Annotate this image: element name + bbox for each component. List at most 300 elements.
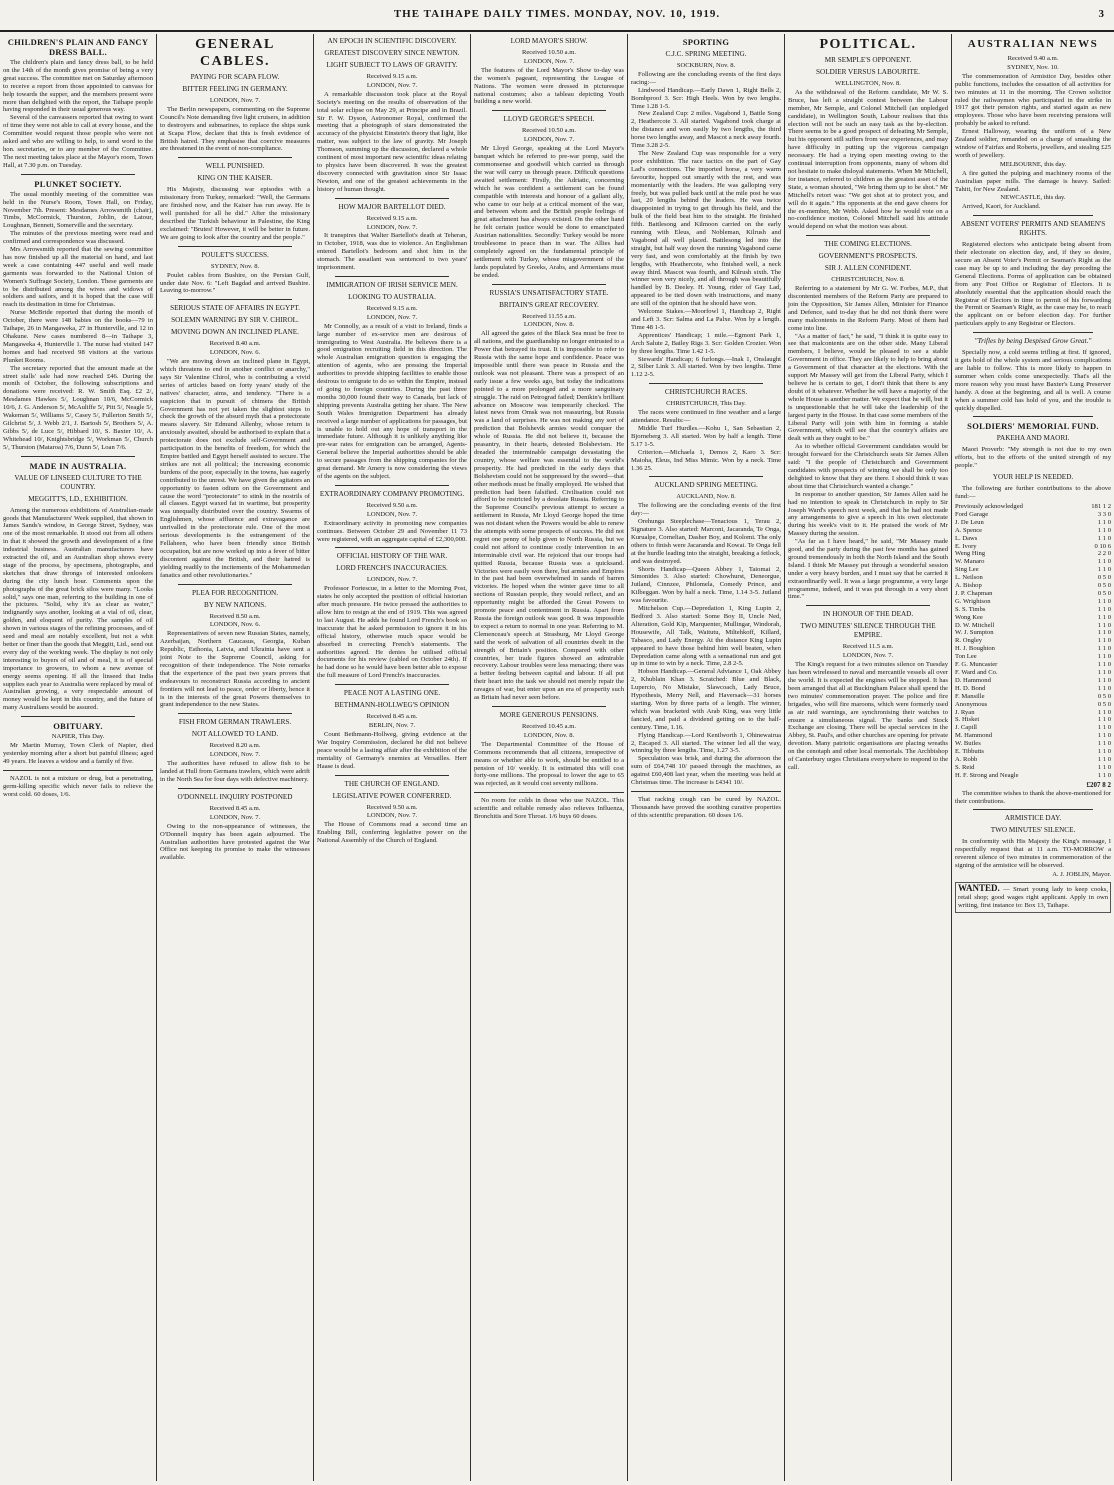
race-result: Lindwood Handicap.—Early Dawn 1, Right Bells 2, Bombproof 3. Scr: High Heels. Won by two lengths. Time 1.28 1-5. xyxy=(631,86,781,110)
received-time: Received 10.45 a.m. xyxy=(521,722,576,730)
received-time: Received 11.55 a.m. xyxy=(522,312,576,320)
received-time: Received 10.50 a.m. xyxy=(521,49,576,56)
dateline: LONDON, Nov. 6. xyxy=(209,621,261,629)
race-result: Stewards' Handicap; 6 furlongs.—Inak 1, Onslaught 2, Silber Link 3. All started. Won by two lengths. Time 1.12 2-5. xyxy=(631,355,781,379)
donor-name: W. Manaro xyxy=(955,558,985,566)
baxter-advert: Specially now, a cold seems trifling at first. If ignored, it gets hold of the whole system and serious complications are liable to follow. This is more likely to happen in summer when colds come unexpectedly. That's all the more reason why you must have Baxter's Lung Preserver handy. A dose at the beginning, and all is well. A course when a summer cold has hold of you, and the trouble is quickly dispelled. xyxy=(955,349,1111,412)
donor-name: E. Tibbutts xyxy=(955,748,984,756)
subheading: SOLDIER VERSUS LABOURITE. xyxy=(816,68,920,76)
subheading: PEACE NOT A LASTING ONE. xyxy=(343,689,441,698)
donation-row xyxy=(955,709,1111,717)
divider xyxy=(335,684,449,685)
received-time: Received 9.15 a.m. xyxy=(366,214,418,222)
donation-amount: 1 1 0 xyxy=(1097,763,1111,771)
subheading: KING ON THE KAISER. xyxy=(197,174,273,183)
headline-fancy-dress-ball: CHILDREN'S PLAIN AND FANCY DRESS BALL. xyxy=(7,37,149,57)
subheading: MOVING DOWN AN INCLINED PLANE. xyxy=(171,328,299,337)
subheading: C.J.C. SPRING MEETING. xyxy=(665,50,747,58)
subheading: MEGGITT'S, LD., EXHIBITION. xyxy=(28,494,128,503)
donation-row xyxy=(955,693,1111,701)
donation-amount: 1 1 0 xyxy=(1097,732,1111,740)
donor-name: L. Daws xyxy=(955,534,978,542)
donor-name: J. P. Chapman xyxy=(955,589,993,597)
donation-row xyxy=(955,598,1111,606)
donation-amount: 1 1 0 xyxy=(1097,534,1111,542)
donor-name: Weng Hing xyxy=(955,550,986,558)
donation-amount: 1 1 0 xyxy=(1097,597,1111,605)
donation-row xyxy=(955,685,1111,693)
donor-name: M. Hammond xyxy=(955,732,992,740)
donor-name: L. Neilson xyxy=(955,574,983,582)
donation-amount: 1 1 0 xyxy=(1097,676,1111,684)
subheading: "Trifles by being Despised Grow Great." xyxy=(974,337,1092,346)
article-text: The secretary reported that the amount made at the street stalls' sale had now reached £46. During the month of October, the following subscriptions and donations were received: R. W. Smith Esq. £2 2/, Mesdames Hawkes 5/, Loughnan 10/6, McCormick 10/6, J. G. Anderson 5/, McAuliffe 5/, Pitt 5/, Neagle 5/, Wakeman 5/, Williams 5/, Casey 5/, Fullerton Smith 5/, Gilchrist 5/, J. Webb 2/1, J. Bartosh 5/, Brothers 5/, A. Gibbs 5/, de Luce 5/, Hibbard 10/, S. Baxter 10/, A. Whitehead 10/, Knightsbridge 5/, Workman 5/, Church 5/, Thurston (Mataroa) 7/6, Dunn 5/, Loan 7/6. xyxy=(3,364,153,451)
donation-row xyxy=(955,661,1111,669)
dateline: WELLINGTON, Nov. 8. xyxy=(835,80,901,87)
divider xyxy=(178,246,292,247)
donation-row xyxy=(955,519,1111,527)
divider xyxy=(492,284,606,285)
donation-amount: 1 1 0 xyxy=(1097,771,1111,779)
column-5 xyxy=(628,34,784,1481)
subheading: OFFICIAL HISTORY OF THE WAR. xyxy=(336,552,448,561)
dateline: LONDON, Nov. 6. xyxy=(209,349,261,357)
subheading: LOOKING TO AUSTRALIA. xyxy=(348,292,436,301)
headline-political: POLITICAL. xyxy=(819,37,917,52)
headline-soldiers-memorial-fund: SOLDIERS' MEMORIAL FUND. xyxy=(967,421,1099,432)
dateline: SYDNEY, Nov. 10. xyxy=(1007,63,1059,71)
divider xyxy=(973,809,1093,810)
article-text: The minutes of the previous meeting were read and confirmed and correspondence was discussed. xyxy=(3,230,153,246)
race-result: Criterion.—Michaela 1, Demos 2, Karo 3. Scr: Maioha, Eleus, Ind Miss Mimic. Won by a neck. Time 1.36 25. xyxy=(631,448,781,472)
divider xyxy=(492,706,606,707)
donation-row xyxy=(955,756,1111,764)
article-text: It transpires that Walter Bartellot's death at Teheran, in October, 1918, was due to violence. An Englishman entered Bartellot's bedroom and shot him in the stomach. The assailant was sentenced to two years' imprisonment. xyxy=(317,232,467,272)
article-text: In conformity with His Majesty the King's message, I respectfully request that at 11 a.m. TO-MORROW a reverent silence of two minutes in commemoration of the signing of the armistice will be observed. xyxy=(955,838,1111,870)
divider xyxy=(178,299,292,300)
dateline: NEWCASTLE, this day. xyxy=(1000,194,1066,202)
race-result: New Zealand Cup: 2 miles. Vagabond 1, Battle Song 2, Heathercote 3. All started. Vagabond took charge at the distance and won easily by two lengths, the third horse two lengths away, and Mascot a neck away fourth. Time 3.28 2-5. xyxy=(631,110,781,150)
divider xyxy=(21,174,135,175)
donation-row xyxy=(955,772,1111,780)
dateline: LONDON, Nov. 7. xyxy=(842,652,894,660)
article-text: Arrived, Kaori, for Auckland. xyxy=(962,203,1041,211)
donation-row xyxy=(955,669,1111,677)
article-text: Registered electors who anticipate being absent from their electorate on election day, and, if they so desire, secure an Absent Voter's Permit or Seaman's Right as the case may be up to and including the day preceding the General Elections. Forms of application can be obtained from any Post Office or Registrar of Electors. It is absolutely essential that the application should reach the Registrar of Electors in time to permit of his forwarding the Permit or Seaman's Right, as the case may be, to reach the applicant on or before election day. For further particulars apply to any Registrar or Electors. xyxy=(955,241,1111,328)
wanted-text: — Smart young lady to keep cooks, retail shop; good wages right applicant. Apply in own writing, first instance to: Box 13, Taihape. xyxy=(958,885,1108,909)
race-result: Middle Turf Hurdles.—Kohu 1, San Sebastian 2, Bjorneberg 3. All started. Won by half a length. Time 5.17 1-5. xyxy=(631,424,781,448)
dateline: LONDON, Nov. 8. xyxy=(523,731,575,739)
article-text: Ernest Halloway, wearing the uniform of a New Zealand soldier, remanded on a charge of smashing the window of Fairfax and Roberts, jewellers, and stealing £25 worth of jewellery. xyxy=(955,128,1112,159)
divider xyxy=(335,198,449,199)
dateline: SYDNEY, Nov. 8. xyxy=(210,262,260,270)
donor-name: H. J. Boughton xyxy=(955,645,995,653)
donation-amount: 1 1 0 xyxy=(1097,708,1111,716)
donation-row xyxy=(955,590,1111,598)
article-text: Mr Martin Murray, Town Clerk of Napier, died yesterday morning after a short but painful illness; aged 49 years. He leaves a widow and a family of five. xyxy=(3,742,153,765)
donor-name: F. Ward and Co. xyxy=(955,669,998,676)
donation-row xyxy=(955,677,1111,685)
divider xyxy=(649,383,763,384)
donation-amount: 1 1 0 xyxy=(1097,621,1111,629)
subheading: LORD MAYOR'S SHOW. xyxy=(510,37,588,45)
donation-row xyxy=(955,527,1111,535)
donation-amount: 1 1 0 xyxy=(1097,669,1111,676)
dateline: CHRISTCHURCH, Nov. 8. xyxy=(831,276,905,284)
subheading: MORE GENEROUS PENSIONS. xyxy=(499,710,599,719)
subheading: ABSENT VOTERS' PERMITS AND SEAMEN'S RIGHTS. xyxy=(960,220,1106,238)
subheading: LLOYD GEORGE'S SPEECH. xyxy=(503,115,595,124)
subheading: PAKEHA AND MAORI. xyxy=(996,434,1070,443)
subheading: TWO MINUTES' SILENCE. xyxy=(990,826,1076,835)
dateline: SOCKBURN, Nov. 8. xyxy=(676,62,736,69)
dateline: LONDON, Nov. 7. xyxy=(366,223,418,231)
headline-obituary: OBITUARY. xyxy=(53,721,103,732)
subheading: TWO MINUTES' SILENCE THROUGH THE EMPIRE. xyxy=(800,622,936,640)
donation-amount: 1 1 0 xyxy=(1097,605,1111,613)
headline-australian-news: AUSTRALIAN NEWS xyxy=(967,38,1099,50)
donation-amount: 0 5 0 xyxy=(1097,700,1111,708)
donation-row xyxy=(955,724,1111,732)
article-text: Nurse McBride reported that during the month of October, there were 148 babies on the books—79 in Taihape, 26 in Mangaweka, 27 in Hunterville, and 12 in Ohakune. New cases numbered 8—in Taihape 3, Mangaweka 4, Hunterville 1. The nurse had visited 147 homes and had received 98 visitors at the various Plunket Rooms. xyxy=(3,309,153,364)
article-text: The following are further contributions to the above fund:— xyxy=(955,485,1111,501)
donor-name: A. Spence xyxy=(955,526,983,534)
donation-amount: 0 5 0 xyxy=(1097,589,1111,597)
race-result: Apprentices' Handicap; 1 mile.—Egmont Park 1, Arch Salute 2, Bailey Rigs 3. Scr: Golden Crozier. Won by three lengths. Time 1.42 1-5. xyxy=(631,331,781,355)
article-text: All agreed the gates of the Black Sea must be free to all nations, and the guardianship no longer entrusted to a Power that betrayed its trust. It is impossible to refer to Russia with the same hope and confidence. Peace was impossible until there was peace in Russia and the outlook was not pleasant. There was a prospect of an early issue a few weeks ago, but today the indications pointed to a more prolonged and a more sanguinary struggle. The raid on Petrograd failed; Denikin's brilliant advance on Moscow was temporarily checked. The latest news from Omsk was not reassuring, but Russia was a land of surprises. He was not making any sort of prediction that Bolshevik armies would conquer the whole of Russia. He did not believe it, because the peasantry, in their hearts, detested Bolshevism. He dreaded the interminable campaign devastating the country, whose welfare was essential to the world's prosperity. He had predicted in the early days that Bolshevism could not be suppressed by the sword—that other methods must be finally employed. He wished that prediction had been falsified. Civilisation could not afford to be restricted by a desolate Russia. Referring to the Supreme Council's previous attempt to secure a settlement in Russia, Mr Lloyd George hoped the time was not distant when the Powers would be able to renew the attempts with some prospects of success. He did not regret one penny of help given to North Russia, but we could not afford to continue costly intervention in an interminable civil war. He rejoiced that our troops had quitted Russia, because Russia was a quicksand. Victories were easily won there, but armies and Empires in the past had been overwhelmed in sands of barren victories. He hoped when the winter gave time to all sections of Russian people, they would reflect, and an opportunity might be afforded the Great Powers to promote peace and contentment in Russia. Apart from Russia the foreign outlook was good. It was impossible to expect a return to normal in one year. Referring to M. Clemenceau's speech at Strasburg, Mr Lloyd George said the work of salvation of all countries dwelt in the strength of Britain's position. Compared with other countries, her trade figures showed an admirable recovery. Labour troubles were less menacing; there was a better feeling between capital and labour. If all put their heart into the task we should not merely repair the ravages of war, but enter upon an era of prosperity such as Britain had never seen before. xyxy=(474,330,624,702)
donation-amount: 1 1 0 xyxy=(1097,684,1111,692)
column-1 xyxy=(0,34,156,1481)
donation-amount: 1 1 0 xyxy=(1097,724,1111,732)
donor-name: F. Mansille xyxy=(955,692,985,700)
donation-total: £207 8 2 xyxy=(1086,780,1111,789)
donor-name: H. D. Bond xyxy=(955,684,986,692)
donation-amount: 1 1 0 xyxy=(1097,653,1111,661)
nazol-advert: That racking cough can be cured by NAZOL. Thousands have proved the soothing curative properties of this scientific preparation. 60 doses 1/6. xyxy=(631,795,781,819)
divider xyxy=(335,775,449,776)
race-result: Flying Handicap.—Lord Kenilworth 1, Ohinewairua 2, Escaped 3. All started. The winner led all the way, winning by three lengths. Time, 1.27 3-5. xyxy=(631,731,781,755)
donation-list xyxy=(955,503,1111,780)
article-text: In response to another question, Sir James Allen said he had no intention to speak in Christchurch in reply to Sir Joseph Ward's speech next week, and that he had not made any arrangements to give a speech in his own electorate during his week's visit to it. He praised the work of Mr Massey during the session. xyxy=(788,490,948,538)
race-result: Orehunga Steeplechase—Tenacious 1, Terau 2, Signature 3. Also started: Marconi, Jacaranda, Te Onga, Kurualpe, Cornelian, Dasher Boy, and Kolomi. The only others to finish were Jacaranda and Kowai. Te Onga fell at the hurdle leading into the straight, breaking a fetlock, and was destroyed. xyxy=(631,518,781,565)
headline-plunket-society: PLUNKET SOCIETY. xyxy=(34,178,122,189)
subheading: IMMIGRATION OF IRISH SERVICE MEN. xyxy=(326,280,458,289)
divider xyxy=(806,235,930,236)
received-time: Received 9.50 a.m. xyxy=(366,501,418,509)
divider xyxy=(492,110,606,111)
article-text: The House of Commons read a second time an Enabling Bill, conferring legislative power on the National Assembly of the Church of England. xyxy=(317,821,467,845)
donor-name: J. Ryan xyxy=(955,708,975,716)
received-time: Received 9.15 a.m. xyxy=(366,304,418,312)
dateline: LONDON, Nov. 7. xyxy=(523,57,575,65)
donor-name: W. J. Sumpton xyxy=(955,629,994,637)
donation-row xyxy=(955,629,1111,637)
donation-amount: 1 1 0 xyxy=(1097,716,1111,724)
subheading: RUSSIA'S UNSATISFACTORY STATE. xyxy=(489,288,609,297)
donation-amount: 181 1 2 xyxy=(1091,502,1111,510)
donation-amount: 0 5 0 xyxy=(1097,692,1111,700)
masthead xyxy=(0,0,1114,32)
divider xyxy=(3,770,153,771)
article-text: As to whether official Government candidates would be brought forward for the Christchurch seats Sir James Allen said: "I the people of Christchurch and Government candidates with prospects of winning we shall be only too delighted to know that they are there. I should think it was about time that Christchurch wanted a change." xyxy=(788,443,948,490)
article-text: The features of the Lord Mayor's Show to-day was the women's pageant, representing the League of Nations. The women were dressed in picturesque national costumes; also a tableau depicting Youth building a new world. xyxy=(474,66,624,106)
received-time: Received 8.45 a.m. xyxy=(209,804,261,812)
subheading: ARMISTICE DAY. xyxy=(1004,814,1062,823)
subheading: SERIOUS STATE OF AFFAIRS IN EGYPT. xyxy=(170,304,300,313)
donor-name: Anonymous xyxy=(955,700,988,708)
donor-name: S. Hisket xyxy=(955,716,980,724)
article-text: "As a matter of fact," he said, "I think it is quite easy to see that malcontents are on the other side. Many Liberal members, I believe, would be pleased to see a stable Government in office. They are likely to help to bring about a Government of that character at the elections. With the support Mr Massey will get from the Liberal Party, which I believe he is certain to get, I don't think that there is any doubt of it whatever. Whether he will have a majority of the whole House is another matter. We expect that he will, but it is unquestionable that he will take the leadership of the largest party in the House. In that case some members of the Liberal Party will join with him in forming a stable Government, which will see that the country's affairs are dealt with as they ought to be." xyxy=(788,332,948,443)
received-time: Received 10.50 a.m. xyxy=(521,127,576,135)
donation-row xyxy=(955,732,1111,740)
donation-row xyxy=(955,606,1111,614)
received-time: Received 11.5 a.m. xyxy=(842,643,894,651)
dateline: LONDON, Nov. 7. xyxy=(209,97,261,104)
received-time: Received 9.50 a.m. xyxy=(366,803,418,811)
dateline: LONDON, Nov. 7. xyxy=(523,136,575,144)
dateline: BERLIN, Nov. 7. xyxy=(368,722,416,730)
donation-row xyxy=(955,653,1111,661)
dateline: LONDON, Nov. 8. xyxy=(523,321,575,329)
donation-row xyxy=(955,511,1111,519)
divider xyxy=(178,157,292,158)
subheading: WELL PUNISHED. xyxy=(205,162,265,171)
donation-amount: 1 1 0 xyxy=(1097,613,1111,621)
donation-row xyxy=(955,764,1111,772)
article-text: The King's request for a two minutes silence on Tuesday has been wirelessed to naval and mercantile vessels all over the world. It is expected the engines will be stopped. It has been arranged that all at Buckingham Palace shall spend the two minutes' commemoration prayer. The police and fire brigades, who will fire maroons, which were formerly used as air raid warnings, are synchronising their watches to ensure a simultaneous signal. The banks and Stock Exchange are closing. There will be special services in the Abbey, St. Paul's, and other churches are opening for private devotion. Many patriotic organisations are placing wreaths on the cenotaph and other local memorials. The Archbishop of Canterbury urges Christians everywhere to respond to the call. xyxy=(788,661,948,771)
dateline: CHRISTCHURCH, This Day. xyxy=(666,400,746,408)
article-text: Several of the canvassers reported that owing to want of time they were not able to call at every house, and the Committee would request those people who were not asked and who are willing to help, to send word to the hon. secretaries, or to any member of the Committee. The next meeting takes place at the Mayor's room, Town Hall, at 7.30 p.m. on Tuesday. xyxy=(3,114,153,169)
received-time: Received 9.15 a.m. xyxy=(366,73,418,80)
column-7 xyxy=(952,34,1114,1481)
race-result: Shorts Handicap—Queen Abbey 1, Taiomai 2, Simonides 3. Also started: Chowhurst, Deneorgue, Jutland, Cinnzee, Philomela, Comedy Prince, and Kilbeggan. Won by half a neck. Time, 1.14 3-5. Jutland was favourite. xyxy=(631,565,781,605)
headline-sporting: SPORTING xyxy=(682,37,730,47)
dateline: LONDON, Nov. 7. xyxy=(366,81,418,89)
subheading: BRITAIN'S GREAT RECOVERY. xyxy=(499,300,599,309)
donation-amount: 1 1 0 xyxy=(1097,637,1111,645)
donation-amount: 0 10 6 xyxy=(1094,542,1111,550)
article-text: Following are the concluding events of the first days racing:— xyxy=(631,70,781,86)
donation-amount: 1 1 0 xyxy=(1097,518,1111,526)
article-text: "We are moving down an inclined plane in Egypt, which threatens to end in another conflict or anarchy," says Sir Valentine Chirol, who is contributing a vivid series of articles based on forty years' study of the natives' character, aims, and tendency. "There is a suspicion that in pursuit of chimera the British Government has not yet taken the slightest steps to check the growth of the absurd myth that a protectorate means slavery. Sir Edmund Allenby, whose return is anxiously awaited, should be authorised to explain that a protectorate does not exclude self-Government and participation in the benefits of freedom, for which the Empire battled and Egypt herself assisted to secure. The strikes are not all political; the increasing economic burdens of the poor, especially in the towns, has eagerly contributed to the unrest. We have given the agitators an opportunity to fasten odium on the Government and cause the word "protectorate" to stink in the nostrils of all classes. Egypt waxed fat in wartime, but prosperity was unequally distributed over the country. Swarms of Englishmen, whose affluence and extravagance are unrivalled in the protectorate rule. One of the most serious developments is the estrangement of the Fellaheen, who have been friendly since British occupation, but are now worked up into a fever of bitter discontent against the British, and their hatred is yielding readily to the incitements of the Mohammedan fanatics and other revolutionaries." xyxy=(160,358,310,579)
subheading: POULET'S SUCCESS. xyxy=(201,250,269,259)
article-text: The following are the concluding events of the first day:— xyxy=(631,502,781,518)
donation-amount: 1 1 0 xyxy=(1097,645,1111,653)
donation-row xyxy=(955,558,1111,566)
article-text: Speculation was brisk, and during the afternoon the sum of £64,748 10/ passed through the machines, as against £60,408 last year, when the meeting was held at Christmas time. The increase is £4341 10/. xyxy=(631,755,781,787)
dateline: NAPIER, This Day. xyxy=(51,733,105,741)
nazol-advert: NAZOL is not a mixture or drug, but a penetrating, germ-killing specific which never fails to relieve the worst cold. 60 doses, 1/6. xyxy=(3,774,153,798)
divider xyxy=(21,456,135,457)
masthead-title: THE TAIHAPE DAILY TIMES. MONDAY, NOV. 10, 1919. xyxy=(393,8,721,20)
donation-amount: 2 2 0 xyxy=(1097,550,1111,558)
article-text: The usual monthly meeting of the committee was held in the Nurse's Room, Town Hall, on Friday, November 7th. Present: Mesdames Arrowsmith (chair), Timbs, McCormick, Thurston, Joblin, de Latour, Loughnan, Bennett, Somerville and the secretary. xyxy=(3,190,153,230)
donor-name: Ford Garage xyxy=(955,510,989,518)
received-time: Received 8.20 a.m. xyxy=(209,742,261,750)
subheading: BETHMANN-HOLLWEG'S OPINION xyxy=(334,701,450,710)
subheading: BITTER FEELING IN GERMANY. xyxy=(182,85,288,93)
headline-general-cables: GENERAL CABLES. xyxy=(195,37,275,69)
donation-row xyxy=(955,637,1111,645)
article-text: Mr Connolly, as a result of a visit to Ireland, finds a large number of ex-service men are desirous of immigrating to West Australia. He believes there is a good emigration recruiting field in this direction. The whole Australian emigration question is engaging the attention of agents, who are pressing the Imperial authorities to provide shipping facilities to enable those desirous to emigrate to do so within the Empire, instead of going to foreign countries. During the past three months 30,000 found their way to Canada, but lack of shipping prevents Australia getting her share. The New South Wales Immigration Department has already received a large number of applications for passages, but is unable to hold out any hope of transport in the immediate future. Although it is unlikely anything like pre-war rates for emigration can be arranged, Agents-General believe the Imperial authorities should be able to secure passages from the shipping companies for the great demand. Mr Amery is now considering the views of the agents on the subject. xyxy=(317,322,467,480)
wanted-advert xyxy=(955,882,1111,913)
subheading: MR SEMPLE'S OPPONENT. xyxy=(824,56,912,64)
donor-name: H. F. Strong and Neagle xyxy=(955,771,1019,779)
article-text: A fire gutted the pulping and machinery rooms of the Australian paper mills. The damage is heavy. Sailed: Tahiti, for New Zealand. xyxy=(955,169,1111,193)
subheading: GREATEST DISCOVERY SINCE NEWTON. xyxy=(324,49,460,57)
race-result: Mitchelson Cup.—Depredation 1, King Lupin 2, Bedford 3. Also started: Some Boy II, Uncle Ned, Alteration, Gold Kip, Marquenter, Mullingar, Windorah, Housewife, All Talk, Waitutu, Miltehkoff, Killard, Tabasco, and Lady Energy. At the distance King Lupin appeared to have those behind him well beaten, when Depredation came along with a sensational run and got up in time to win by a neck. Time, 2.8 2-5. xyxy=(631,605,781,668)
wanted-label: WANTED. xyxy=(958,882,1000,893)
article-text: The commemoration of Armistice Day, besides other public functions, includes the cessation of all activities for two minutes at 11 in the morning. The Crown solicitor ruled the railwaymen who participated in the strike in 1917 got their pension rights, and started again as new employees. Those who have been receiving pensions will probably be asked to refund. xyxy=(955,72,1111,128)
article-text: Professor Fortescue, in a letter to the Morning Post, states he only accepted the position of official historian after much pressure. He twice pressed the authorities to allow him to resign at the end of 1919. This was agreed to last August. He adds he found Lord French's book so inaccurate that he asked permission to ignore it in his official history, otherwise much space would be absorbed in correcting French's statements. The authorities agreed. He denies he utilised official documents for his review (cabled on October 24th). If he had done so he would have been better able to expose the full measure of Lord French's inaccuracies. xyxy=(317,585,467,680)
article-text: The committee wishes to thank the above-mentioned for their contributions. xyxy=(955,789,1111,805)
divider xyxy=(178,788,292,789)
subheading: AN EPOCH IN SCIENTIFIC DISCOVERY. xyxy=(327,37,457,45)
donor-name: E. Ivory xyxy=(955,542,977,550)
article-text: Poulet cables from Bushire, on the Persian Gulf, under date Nov. 6: "Left Bagdad and arrived Bushire. Leaving to-morrow." xyxy=(160,271,310,295)
signature: A. J. JOBLIN, Mayor. xyxy=(1052,871,1111,879)
subheading: BY NEW NATIONS. xyxy=(203,600,267,609)
article-text: The authorities have refused to allow fish to be landed at Hull from Germans trawlers, which were adrift in the North Sea for four days with defective machinery. xyxy=(160,760,310,783)
donation-amount: 1 1 0 xyxy=(1097,748,1111,756)
donor-name: S. Reid xyxy=(955,763,975,771)
received-time: Received 8.50 a.m. xyxy=(209,612,261,620)
subheading: NOT ALLOWED TO LAND. xyxy=(191,730,279,739)
article-text: Maori Proverb: "My strength is not due to my own efforts, but to the efforts of the united strength of my people." xyxy=(955,446,1111,470)
article-text: As the withdrawal of the Reform candidate, Mr W. S. Bruce, has left a straight contest between the Labour member, Mr Semple, and Colonel Mitchell (an unpledged candidate), in Wellington South, Labour realises that this election will not be such an easy task as the by-election. There seems to be a good prospect of defeating Mr Semple, but his opponent still suffers from war experiences, and may have difficulty in putting up the vigorous campaign necessary. He had a trying open meeting owing to the continual interruption from opponents, many of whom did not hesitate to make disloyal statements. When Mr Mitchell, for instance, referred to children as the greatest asset of the State, a woman shouted, "We bring them up to be shot." Mr Mitchell's retort was: "We got shot at to protect you, and will do it again." His opponents at the end gave cheers for the ex-member, Mr Webb. Asked how he would vote on a no-confidence motion, Colonel Mitchell said his attitude would depend on what the motion was about. xyxy=(788,88,948,231)
donor-name: Wong Kee xyxy=(955,613,983,621)
donation-amount: 1 1 0 xyxy=(1097,755,1111,763)
subheading: CHRISTCHURCH RACES. xyxy=(664,388,748,397)
donor-name: A. Bishop xyxy=(955,582,982,590)
subheading: AUCKLAND SPRING MEETING. xyxy=(654,481,758,490)
donation-row xyxy=(955,716,1111,724)
page-number: 3 xyxy=(1098,8,1104,20)
subheading: PLEA FOR RECOGNITION. xyxy=(191,588,279,597)
donation-amount: 1 1 0 xyxy=(1097,558,1111,566)
divider xyxy=(973,215,1093,216)
donation-amount: 0 5 0 xyxy=(1097,574,1111,582)
article-text: Among the numerous exhibitions of Australian-made goods that Manufacturers' Week supplied, that shown in James Sands's window, in George Street, Sydney, was one of the most remarkable. It stood out from all others in that it showed the growth and development of a fine industrial business. Australian manufacturers have extracted the oil, and an Australian shop shows every stage of the process, by specimens, photographs, and sketches that draw throngs of interested onlookers during the city lunch hour. Comments upon the photographs of the great brick silos were many. "Looks solid," says one man, referring to the building in one of the pictures. "Solid, why it's as clear as water," indignantly says another, looking at a vial of oil, clear, golden, and eloquent of purity. The samples of oil shown in various stages of the refining processes, and of seed and meal are notably excellent, but not a whit better or finer than the goods that Meggitt, Ltd., send out every day of the working week. The display is not only interesting to buyers of oil and of meal, it is of special importance to growers, to whom a new avenue of energy seems opening. If all the linseed that India supplies each year to Australia were replaced by meal of Australian growing, a very respectable amount of money would be kept in this country, and the future of many Australians would be assured. xyxy=(3,506,153,712)
article-text: The Departmental Committee of the House of Commons recommends that all citizens, irrespective of means or whether able to work, should be entitled to a pension of 10/ weekly. It is estimated this will cost forty-one millions. The proposal to lower the age to 65 was rejected, as it would cost seventy millions. xyxy=(474,740,624,788)
article-text: Count Bethmann-Hollweg, giving evidence at the War Inquiry Commission, declared he did not believe peace would be a lasting affair after the exhibition of the mentality of Germany's enemies at Versailles. Herr Haase is dead. xyxy=(317,731,467,770)
subheading: PAYING FOR SCAPA FLOW. xyxy=(190,73,280,81)
donation-row xyxy=(955,701,1111,709)
subheading: SIR J. ALLEN CONFIDENT. xyxy=(824,264,912,273)
article-text: The Berlin newspapers, commenting on the Supreme Council's Note demanding five light cruisers, in addition to destroyers and submarines, to replace the ships sunk at Scapa Flow, declare that this is fresh evidence of British hatred. They emphasise that coercive measures are threatened in the event of non-compliance. xyxy=(160,105,310,153)
donation-row xyxy=(955,748,1111,756)
column-4 xyxy=(471,34,627,1481)
race-result: Hobson Handicap.—General Adviance 1, Oak Abbey 2, Khublain Khan 3. Scratched: Blue and Black, Lupercio, No Mistake, Slawcoach, Lady Bruce, Hypothesis, Merry Nell, and Haversack—31 horses starting. Won by three parts of a length. The winner, which was bracketed with Arab King, was very little fancied, and paid a dividend getting on to the half-century. Time, 1.16. xyxy=(631,668,781,731)
donation-amount: 1 1 0 xyxy=(1097,566,1111,574)
article-text: Owing to the non-appearance of witnesses, the O'Donnell inquiry has been again adjourned. The Australian authorities have protested against the War Office not keeping its promise to make the witnesses available. xyxy=(160,822,310,862)
dateline: LONDON, Nov. 7. xyxy=(209,751,261,759)
donation-row xyxy=(955,622,1111,630)
subheading: EXTRAORDINARY COMPANY PROMOTING. xyxy=(319,489,465,498)
race-result: Welcome Stakes.—Moorfowl 1, Handicap 2, Right and Left 3. Scr: Salma and La Palxe. Won by a length. Time 48 1-5. xyxy=(631,308,781,331)
donor-name: J. Capill xyxy=(955,724,977,732)
received-time: Received 8.40 a.m. xyxy=(209,340,261,348)
donor-name: F. G. Muncaster xyxy=(955,661,998,669)
article-text: Extraordinary activity in promoting new companies continues. Between October 29 and November 11 73 were registered, with an aggregate capital of £2,300,000. xyxy=(317,519,467,543)
subheading: O'DONNELL INQUIRY POSTPONED xyxy=(177,792,293,801)
divider xyxy=(178,584,292,585)
subheading: LIGHT SUBJECT TO LAWS OF GRAVITY. xyxy=(326,61,458,69)
donor-name: R. Ongley xyxy=(955,637,983,645)
donor-name: W. Butles xyxy=(955,740,981,748)
article-text: The children's plain and fancy dress ball, to be held on the 14th of the month gives promise of being a very great success. The committee met on Saturday afternoon to receive a report from those appointed to canvass for help towards the supper, and the members present were more than delighted with the report, the Taihape people having responded in their usual generous way. xyxy=(3,59,153,114)
subheading: THE CHURCH OF ENGLAND. xyxy=(344,779,440,788)
donation-amount: 3 3 0 xyxy=(1097,510,1111,518)
article-text: "As far as I have heard," he said, "Mr Massey made good, and the party during the past few months has gained ground tremendously in both the North Island and the South Island. I think Mr Massey put through a wonderful session under a very heavy burden, and I must say that he carried it extraordinarily well. It was a large programme, a very large programme, indeed, and it was put through in a very short time." xyxy=(788,538,948,601)
donation-row xyxy=(955,574,1111,582)
donor-name: Ton Lee xyxy=(955,653,977,661)
donation-row xyxy=(955,740,1111,748)
divider xyxy=(973,332,1093,333)
divider xyxy=(649,476,763,477)
received-time: Received 8.45 a.m. xyxy=(366,713,418,721)
donor-name: D. W. Mitchell xyxy=(955,621,995,629)
dateline: LONDON, Nov. 7. xyxy=(366,313,418,321)
divider xyxy=(21,716,135,717)
donor-name: Previously acknowledged xyxy=(955,502,1023,510)
donation-row xyxy=(955,614,1111,622)
donation-amount: 1 1 0 xyxy=(1097,740,1111,748)
divider xyxy=(335,547,449,548)
article-text: Representatives of seven new Russian States, namely, Azerbaijan, Northern Caucasus, Georgia, Kuban Republic, Esthonia, Latvia, and Ukrainia have sent a joint Note to the Supreme Council, asking for recognition of their independence. The Note remarks that the experience of the past two years proves that endeavours to reconstruct Russia according to ancient frontiers will not lead to peace, order or liberty, hence it is in the interests of the great Powers themselves to grant independence to the new States. xyxy=(160,630,310,709)
divider xyxy=(178,713,292,714)
subheading: IN HONOUR OF THE DEAD. xyxy=(822,610,914,619)
divider xyxy=(806,605,930,606)
donation-row xyxy=(955,566,1111,574)
donor-name: S. S. Timbs xyxy=(955,605,986,613)
donation-amount: 1 1 0 xyxy=(1097,629,1111,637)
subheading: FISH FROM GERMAN TRAWLERS. xyxy=(178,718,292,727)
donation-row xyxy=(955,582,1111,590)
donor-name: A. Robb xyxy=(955,755,978,763)
subheading: THE COMING ELECTIONS. xyxy=(824,240,912,249)
subheading: LORD FRENCH'S INACCURACIES. xyxy=(336,564,448,573)
nazol-advert: No room for colds in those who use NAZOL. This scientific and reliable remedy also relieves Influenza, Bronchitis and Sore Throat. 1/6 buys 60 doses. xyxy=(474,797,624,821)
donation-row xyxy=(955,645,1111,653)
donation-amount: 1 1 0 xyxy=(1097,661,1111,669)
donation-row xyxy=(955,503,1111,511)
divider xyxy=(973,416,1093,417)
article-text: The New Zealand Cup was responsible for a very poor exhibition. The race tactics on the part of Gay Lad's connections. The imported horse, a very warm favourite, hopped out smartly with the rest, and was momentarily with the leaders. He was galloping very freely, but was pulled back until at the mile post he was last, 20 lengths behind the leaders. He was twice disappointed in trying to get through his field, and the bulk of the field beat him to the straight. He finished fifth. Battlesong and Kilmoon carried on the early running with Eleus, and Nobleman, Kilrush and Vagabond all well placed. Battlesong led into the straight, but half way down the running Vagabond came very fast, and won comfortably at the finish by two lengths, with Heathercote, who finished well, a neck away third. Mascot was fourth, and Kilrush sixth. The winner won very nicely, and all through was beautifully handled by B. Deeley. H. Young, rider of Gay Lad, appeared to be tied down with instructions, and many are still of the opinion that he should have won. xyxy=(631,149,781,308)
donor-name: Sing Lee xyxy=(955,566,979,574)
donor-name: D. Hammond xyxy=(955,676,991,684)
donation-row xyxy=(955,550,1111,558)
donor-name: J. De Leun xyxy=(955,518,984,526)
dateline: AUCKLAND, Nov. 8. xyxy=(676,493,736,501)
headline-made-in-australia: MADE IN AUSTRALIA. xyxy=(29,460,127,471)
dateline: LONDON, Nov. 7. xyxy=(366,576,418,584)
subheading: YOUR HELP IS NEEDED. xyxy=(992,473,1074,482)
column-6 xyxy=(785,34,951,1481)
article-text: Mr Lloyd George, speaking at the Lord Mayor's banquet which he referred to pre-war pomp, said the commonsense and goodwill which carried us through the war will carry us through peace. Difficult questions awaited settlement: Firstly, the Adriatic, concerning which he was confident a settlement can be found compatible with interests and honour of a gallant ally, who came to our help at a critical moment of the war, and between whom and the British people feelings of great attachment has always existed. On the other hand he felt certain justice would be done to emancipated Austrian nationalities. Secondly: Turkey would be more troublesome in peace than in war. The Allies had completely agreed on the fundamental principle of settlement with Turkey, whose misgovernment of the lands populated by Greeks, Arabs, and Armenians must be ended. xyxy=(474,145,624,279)
article-text: The races were continued in fine weather and a large attendance. Results:— xyxy=(631,409,781,425)
column-3 xyxy=(314,34,470,1481)
divider xyxy=(474,792,624,793)
donation-row xyxy=(955,543,1111,551)
subheading: VALUE OF LINSEED CULTURE TO THE COUNTRY. xyxy=(14,473,142,491)
subheading: SOLEMN WARNING BY SIR V. CHIROL. xyxy=(171,316,299,325)
dateline: LONDON, Nov. 7. xyxy=(209,813,261,821)
donation-amount: 0 5 0 xyxy=(1097,582,1111,590)
dateline: MELBOURNE, this day. xyxy=(999,160,1067,168)
divider xyxy=(335,485,449,486)
divider xyxy=(335,276,449,277)
